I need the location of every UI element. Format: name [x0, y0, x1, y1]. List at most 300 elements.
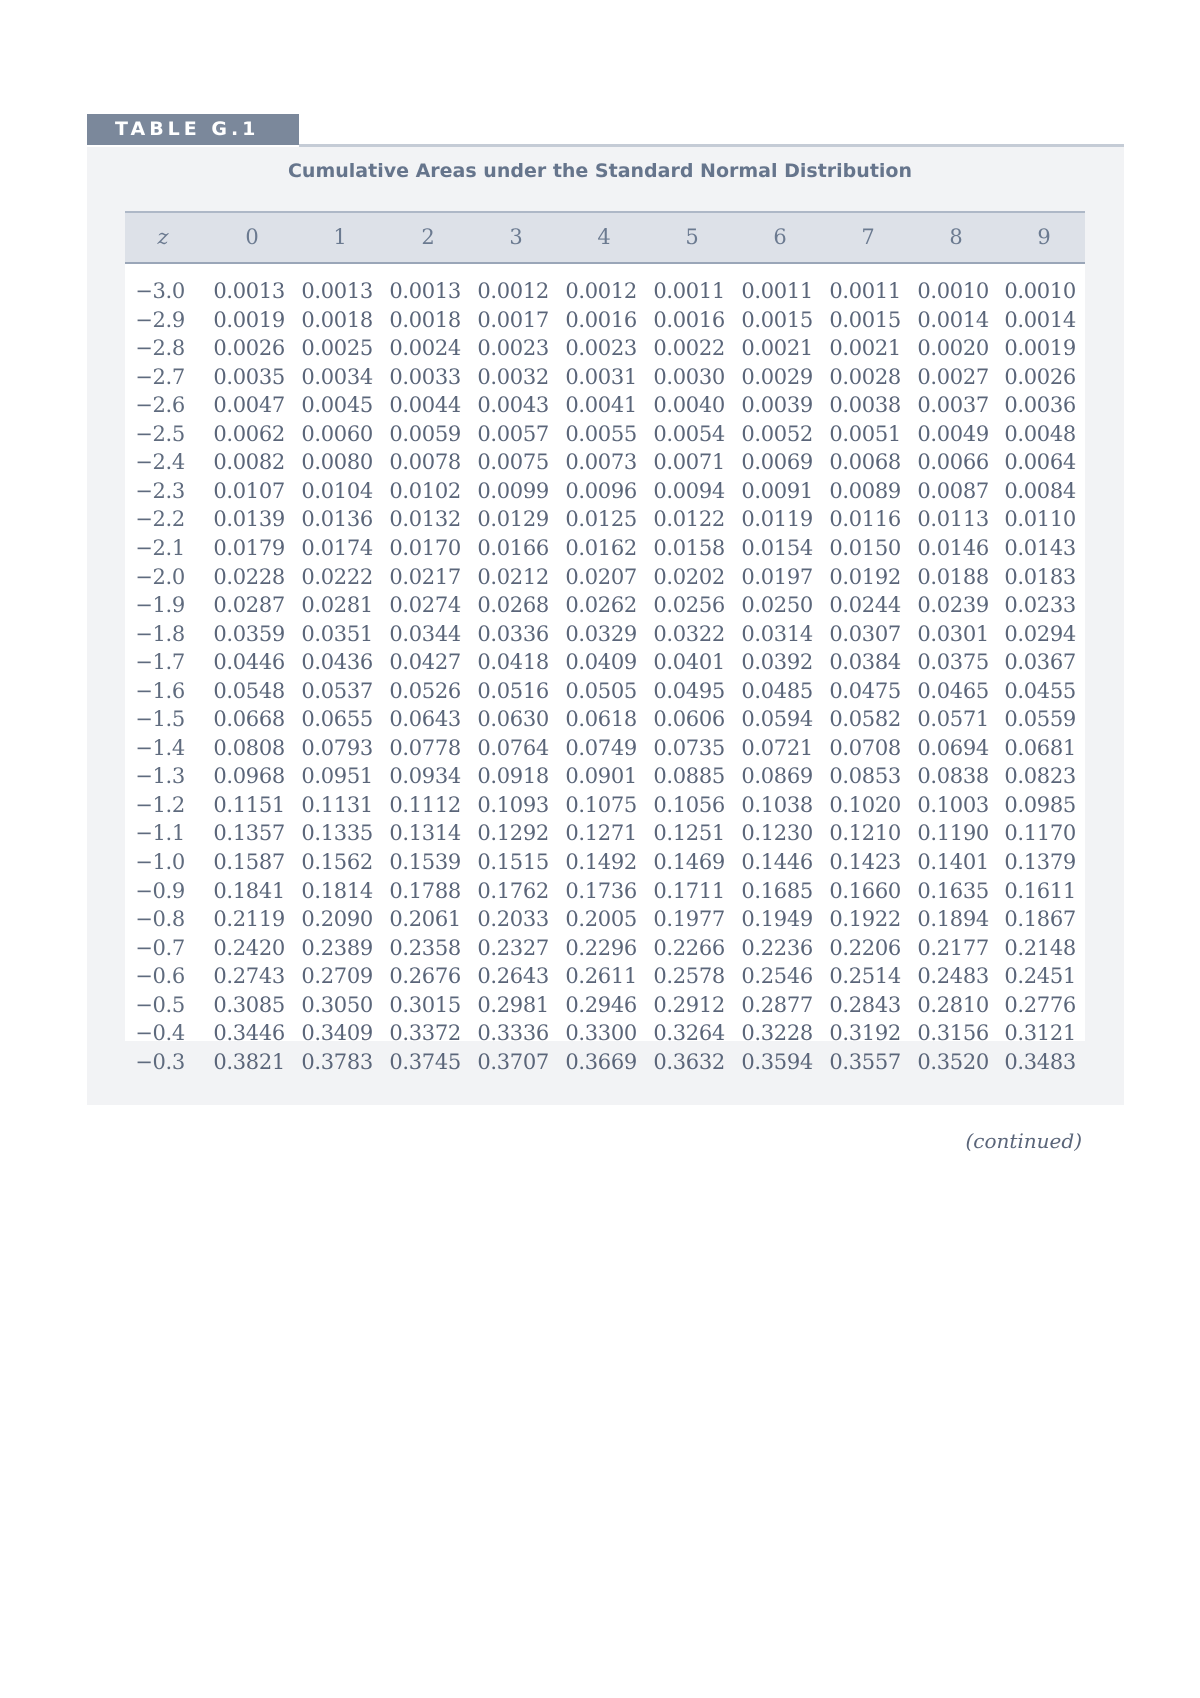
area-cell: 0.2776 [1004, 992, 1076, 1017]
table-row [125, 819, 1085, 847]
area-cell: 0.0968 [213, 764, 285, 789]
table-row [125, 420, 1085, 448]
area-cell: 0.0188 [917, 564, 989, 589]
column-header-0: 0 [245, 225, 259, 249]
area-cell: 0.0314 [741, 621, 813, 646]
table-row [125, 734, 1085, 762]
area-cell: 0.0096 [565, 478, 637, 503]
area-cell: 0.0116 [829, 507, 901, 532]
area-cell: 0.1131 [301, 792, 373, 817]
area-cell: 0.0125 [565, 507, 637, 532]
area-cell: 0.0918 [477, 764, 549, 789]
area-cell: 0.0025 [301, 336, 373, 361]
area-cell: 0.2611 [565, 964, 637, 989]
area-cell: 0.1003 [917, 792, 989, 817]
area-cell: 0.0033 [389, 364, 461, 389]
area-cell: 0.3821 [213, 1049, 285, 1074]
area-cell: 0.1562 [301, 850, 373, 874]
area-cell: 0.2451 [1004, 964, 1076, 989]
area-cell: 0.2546 [741, 964, 813, 989]
area-cell: 0.3446 [213, 1021, 285, 1046]
area-cell: 0.1170 [1004, 821, 1076, 846]
table-row [125, 448, 1085, 476]
area-cell: 0.0091 [741, 478, 813, 503]
column-header-9: 9 [1037, 225, 1051, 249]
area-cell: 0.1335 [301, 821, 373, 846]
column-header-z: z [157, 225, 169, 249]
z-value-cell: −2.4 [135, 450, 185, 475]
area-cell: 0.0721 [741, 735, 813, 760]
area-cell: 0.3669 [565, 1049, 637, 1074]
area-cell: 0.1469 [653, 850, 725, 874]
area-cell: 0.0244 [829, 593, 901, 618]
area-cell: 0.1357 [213, 821, 285, 846]
area-cell: 0.3372 [389, 1021, 461, 1046]
area-cell: 0.3557 [829, 1049, 901, 1074]
area-cell: 0.0446 [213, 650, 285, 675]
area-cell: 0.3015 [389, 992, 461, 1017]
area-cell: 0.0869 [741, 764, 813, 789]
area-cell: 0.2177 [917, 935, 989, 960]
area-cell: 0.2743 [213, 964, 285, 989]
area-cell: 0.0239 [917, 593, 989, 618]
area-cell: 0.0019 [1004, 336, 1076, 361]
area-cell: 0.0179 [213, 535, 285, 560]
table-row [125, 848, 1085, 876]
area-cell: 0.0838 [917, 764, 989, 789]
area-cell: 0.0041 [565, 393, 637, 418]
area-cell: 0.1894 [917, 907, 989, 932]
z-value-cell: −1.7 [135, 650, 185, 675]
area-cell: 0.0011 [653, 279, 725, 303]
area-cell: 0.3264 [653, 1021, 725, 1046]
area-cell: 0.0287 [213, 593, 285, 618]
area-cell: 0.0023 [477, 336, 549, 361]
table-row [125, 791, 1085, 819]
area-cell: 0.0436 [301, 650, 373, 675]
area-cell: 0.0778 [389, 735, 461, 760]
area-cell: 0.1401 [917, 850, 989, 874]
area-cell: 0.0017 [477, 307, 549, 332]
area-cell: 0.0174 [301, 535, 373, 560]
area-cell: 0.0110 [1004, 507, 1076, 532]
area-cell: 0.0066 [917, 450, 989, 475]
z-value-cell: −2.0 [135, 564, 185, 589]
area-cell: 0.0018 [301, 307, 373, 332]
area-cell: 0.1814 [301, 878, 373, 903]
area-cell: 0.1611 [1004, 878, 1076, 903]
area-cell: 0.0162 [565, 535, 637, 560]
area-cell: 0.0170 [389, 535, 461, 560]
column-header-1: 1 [333, 225, 347, 249]
area-cell: 0.3228 [741, 1021, 813, 1046]
area-cell: 0.0073 [565, 450, 637, 475]
z-value-cell: −2.9 [135, 307, 185, 332]
area-cell: 0.1587 [213, 850, 285, 874]
area-cell: 0.0075 [477, 450, 549, 475]
area-cell: 0.0082 [213, 450, 285, 475]
table-label: TABLE G.1 [87, 114, 299, 145]
table-row [125, 1019, 1085, 1047]
area-cell: 0.0146 [917, 535, 989, 560]
area-cell: 0.0708 [829, 735, 901, 760]
area-cell: 0.0401 [653, 650, 725, 675]
area-cell: 0.2005 [565, 907, 637, 932]
area-cell: 0.0016 [653, 307, 725, 332]
table-row [125, 705, 1085, 733]
z-value-cell: −1.1 [135, 821, 185, 846]
z-value-cell: −0.5 [135, 992, 185, 1017]
table-row [125, 934, 1085, 962]
area-cell: 0.3707 [477, 1049, 549, 1074]
area-cell: 0.1075 [565, 792, 637, 817]
area-cell: 0.3085 [213, 992, 285, 1017]
area-cell: 0.0336 [477, 621, 549, 646]
area-cell: 0.0158 [653, 535, 725, 560]
area-cell: 0.2358 [389, 935, 461, 960]
area-cell: 0.0455 [1004, 678, 1076, 703]
area-cell: 0.0064 [1004, 450, 1076, 475]
area-cell: 0.0351 [301, 621, 373, 646]
area-cell: 0.3156 [917, 1021, 989, 1046]
area-cell: 0.0594 [741, 707, 813, 732]
area-cell: 0.0505 [565, 678, 637, 703]
z-value-cell: −0.7 [135, 935, 185, 960]
area-cell: 0.0011 [741, 279, 813, 303]
area-cell: 0.0951 [301, 764, 373, 789]
area-cell: 0.0022 [653, 336, 725, 361]
area-cell: 0.1210 [829, 821, 901, 846]
area-cell: 0.1788 [389, 878, 461, 903]
area-cell: 0.0329 [565, 621, 637, 646]
area-cell: 0.1977 [653, 907, 725, 932]
area-cell: 0.1151 [213, 792, 285, 817]
area-cell: 0.0013 [389, 279, 461, 303]
area-cell: 0.1271 [565, 821, 637, 846]
area-cell: 0.3336 [477, 1021, 549, 1046]
z-value-cell: −2.1 [135, 535, 185, 560]
area-cell: 0.0018 [389, 307, 461, 332]
area-cell: 0.0054 [653, 421, 725, 446]
z-value-cell: −2.6 [135, 393, 185, 418]
area-cell: 0.0274 [389, 593, 461, 618]
area-cell: 0.0606 [653, 707, 725, 732]
area-cell: 0.0307 [829, 621, 901, 646]
area-cell: 0.0044 [389, 393, 461, 418]
area-cell: 0.0113 [917, 507, 989, 532]
area-cell: 0.0080 [301, 450, 373, 475]
area-cell: 0.0087 [917, 478, 989, 503]
column-header-2: 2 [421, 225, 435, 249]
area-cell: 0.0281 [301, 593, 373, 618]
area-cell: 0.0793 [301, 735, 373, 760]
area-cell: 0.1056 [653, 792, 725, 817]
table-row [125, 477, 1085, 505]
area-cell: 0.2090 [301, 907, 373, 932]
area-cell: 0.1492 [565, 850, 637, 874]
area-cell: 0.1685 [741, 878, 813, 903]
table-row [125, 1048, 1085, 1076]
area-cell: 0.0668 [213, 707, 285, 732]
area-cell: 0.0015 [741, 307, 813, 332]
area-cell: 0.0150 [829, 535, 901, 560]
area-cell: 0.0055 [565, 421, 637, 446]
area-cell: 0.0027 [917, 364, 989, 389]
area-cell: 0.0655 [301, 707, 373, 732]
table-row [125, 334, 1085, 362]
table-row [125, 277, 1085, 305]
area-cell: 0.0057 [477, 421, 549, 446]
area-cell: 0.0047 [213, 393, 285, 418]
area-cell: 0.0764 [477, 735, 549, 760]
area-cell: 0.0139 [213, 507, 285, 532]
table-row [125, 991, 1085, 1019]
table-row [125, 620, 1085, 648]
area-cell: 0.0222 [301, 564, 373, 589]
area-cell: 0.0037 [917, 393, 989, 418]
area-cell: 0.0418 [477, 650, 549, 675]
area-cell: 0.2810 [917, 992, 989, 1017]
area-cell: 0.2877 [741, 992, 813, 1017]
area-cell: 0.0021 [829, 336, 901, 361]
area-cell: 0.0537 [301, 678, 373, 703]
table-row [125, 306, 1085, 334]
column-header-4: 4 [597, 225, 611, 249]
area-cell: 0.2420 [213, 935, 285, 960]
area-cell: 0.1379 [1004, 850, 1076, 874]
area-cell: 0.1314 [389, 821, 461, 846]
area-cell: 0.0049 [917, 421, 989, 446]
area-cell: 0.0548 [213, 678, 285, 703]
area-cell: 0.0202 [653, 564, 725, 589]
area-cell: 0.2676 [389, 964, 461, 989]
z-value-cell: −1.4 [135, 735, 185, 760]
area-cell: 0.0359 [213, 621, 285, 646]
table-row [125, 648, 1085, 676]
area-cell: 0.1230 [741, 821, 813, 846]
area-cell: 0.0062 [213, 421, 285, 446]
area-cell: 0.2946 [565, 992, 637, 1017]
area-cell: 0.0045 [301, 393, 373, 418]
area-cell: 0.0262 [565, 593, 637, 618]
area-cell: 0.0016 [565, 307, 637, 332]
area-cell: 0.0344 [389, 621, 461, 646]
area-cell: 0.0409 [565, 650, 637, 675]
area-cell: 0.0012 [477, 279, 549, 303]
area-cell: 0.0485 [741, 678, 813, 703]
area-cell: 0.0465 [917, 678, 989, 703]
area-cell: 0.0901 [565, 764, 637, 789]
area-cell: 0.0427 [389, 650, 461, 675]
area-cell: 0.1112 [389, 792, 461, 817]
area-cell: 0.0069 [741, 450, 813, 475]
area-cell: 0.0014 [917, 307, 989, 332]
area-cell: 0.0122 [653, 507, 725, 532]
area-cell: 0.0015 [829, 307, 901, 332]
table-row [125, 391, 1085, 419]
area-cell: 0.1635 [917, 878, 989, 903]
area-cell: 0.0985 [1004, 792, 1076, 817]
area-cell: 0.0367 [1004, 650, 1076, 675]
area-cell: 0.3483 [1004, 1049, 1076, 1074]
area-cell: 0.2206 [829, 935, 901, 960]
table-row [125, 677, 1085, 705]
area-cell: 0.0934 [389, 764, 461, 789]
area-cell: 0.0853 [829, 764, 901, 789]
area-cell: 0.0012 [565, 279, 637, 303]
area-cell: 0.1922 [829, 907, 901, 932]
area-cell: 0.2843 [829, 992, 901, 1017]
area-cell: 0.3300 [565, 1021, 637, 1046]
area-cell: 0.0028 [829, 364, 901, 389]
area-cell: 0.0031 [565, 364, 637, 389]
area-cell: 0.0023 [565, 336, 637, 361]
table-row [125, 363, 1085, 391]
area-cell: 0.0034 [301, 364, 373, 389]
z-value-cell: −1.3 [135, 764, 185, 789]
area-cell: 0.0322 [653, 621, 725, 646]
area-cell: 0.0268 [477, 593, 549, 618]
area-cell: 0.0024 [389, 336, 461, 361]
area-cell: 0.1949 [741, 907, 813, 932]
area-cell: 0.2148 [1004, 935, 1076, 960]
area-cell: 0.0010 [1004, 279, 1076, 303]
area-cell: 0.0571 [917, 707, 989, 732]
area-cell: 0.3520 [917, 1049, 989, 1074]
area-cell: 0.0020 [917, 336, 989, 361]
area-cell: 0.0207 [565, 564, 637, 589]
area-cell: 0.3409 [301, 1021, 373, 1046]
z-value-cell: −1.6 [135, 678, 185, 703]
area-cell: 0.2981 [477, 992, 549, 1017]
area-cell: 0.0051 [829, 421, 901, 446]
area-cell: 0.3594 [741, 1049, 813, 1074]
area-cell: 0.0681 [1004, 735, 1076, 760]
area-cell: 0.1660 [829, 878, 901, 903]
area-cell: 0.0014 [1004, 307, 1076, 332]
table-row [125, 762, 1085, 790]
area-cell: 0.0068 [829, 450, 901, 475]
area-cell: 0.0192 [829, 564, 901, 589]
area-cell: 0.0301 [917, 621, 989, 646]
area-cell: 0.0019 [213, 307, 285, 332]
area-cell: 0.3050 [301, 992, 373, 1017]
area-cell: 0.1539 [389, 850, 461, 874]
table-header-row [125, 211, 1085, 264]
header-rule [299, 144, 1124, 147]
table-row [125, 505, 1085, 533]
area-cell: 0.0030 [653, 364, 725, 389]
area-cell: 0.0013 [213, 279, 285, 303]
area-cell: 0.0040 [653, 393, 725, 418]
area-cell: 0.0048 [1004, 421, 1076, 446]
area-cell: 0.0032 [477, 364, 549, 389]
area-cell: 0.0212 [477, 564, 549, 589]
area-cell: 0.0089 [829, 478, 901, 503]
area-cell: 0.0071 [653, 450, 725, 475]
area-cell: 0.1841 [213, 878, 285, 903]
column-header-3: 3 [509, 225, 523, 249]
z-value-cell: −1.0 [135, 850, 185, 874]
area-cell: 0.2709 [301, 964, 373, 989]
area-cell: 0.2912 [653, 992, 725, 1017]
area-cell: 0.0129 [477, 507, 549, 532]
z-value-cell: −0.4 [135, 1021, 185, 1046]
area-cell: 0.0029 [741, 364, 813, 389]
area-cell: 0.0516 [477, 678, 549, 703]
area-cell: 0.1867 [1004, 907, 1076, 932]
area-cell: 0.2061 [389, 907, 461, 932]
area-cell: 0.1190 [917, 821, 989, 846]
area-cell: 0.1515 [477, 850, 549, 874]
area-cell: 0.0808 [213, 735, 285, 760]
area-cell: 0.1736 [565, 878, 637, 903]
area-cell: 0.0011 [829, 279, 901, 303]
z-value-cell: −0.8 [135, 907, 185, 932]
area-cell: 0.2389 [301, 935, 373, 960]
z-value-cell: −0.6 [135, 964, 185, 989]
area-cell: 0.0256 [653, 593, 725, 618]
area-cell: 0.0036 [1004, 393, 1076, 418]
area-cell: 0.0749 [565, 735, 637, 760]
area-cell: 0.1251 [653, 821, 725, 846]
area-cell: 0.0035 [213, 364, 285, 389]
area-cell: 0.0823 [1004, 764, 1076, 789]
column-header-7: 7 [861, 225, 875, 249]
area-cell: 0.0136 [301, 507, 373, 532]
area-cell: 0.0084 [1004, 478, 1076, 503]
area-cell: 0.0143 [1004, 535, 1076, 560]
table-row [125, 877, 1085, 905]
z-value-cell: −1.2 [135, 792, 185, 817]
z-value-cell: −1.8 [135, 621, 185, 646]
table-row [125, 962, 1085, 990]
area-cell: 0.1446 [741, 850, 813, 874]
area-cell: 0.0197 [741, 564, 813, 589]
z-value-cell: −1.5 [135, 707, 185, 732]
column-header-5: 5 [685, 225, 699, 249]
area-cell: 0.0384 [829, 650, 901, 675]
area-cell: 0.3632 [653, 1049, 725, 1074]
area-cell: 0.0052 [741, 421, 813, 446]
area-cell: 0.0078 [389, 450, 461, 475]
z-value-cell: −1.9 [135, 593, 185, 618]
area-cell: 0.1292 [477, 821, 549, 846]
area-cell: 0.2236 [741, 935, 813, 960]
area-cell: 0.0102 [389, 478, 461, 503]
area-cell: 0.3121 [1004, 1021, 1076, 1046]
area-cell: 0.1423 [829, 850, 901, 874]
area-cell: 0.2033 [477, 907, 549, 932]
z-value-cell: −0.9 [135, 878, 185, 903]
area-cell: 0.0392 [741, 650, 813, 675]
z-value-cell: −2.2 [135, 507, 185, 532]
area-cell: 0.0099 [477, 478, 549, 503]
area-cell: 0.0475 [829, 678, 901, 703]
area-cell: 0.0643 [389, 707, 461, 732]
area-cell: 0.0228 [213, 564, 285, 589]
area-cell: 0.2119 [213, 907, 285, 932]
area-cell: 0.0495 [653, 678, 725, 703]
z-value-cell: −2.7 [135, 364, 185, 389]
area-cell: 0.1038 [741, 792, 813, 817]
area-cell: 0.0107 [213, 478, 285, 503]
column-header-8: 8 [949, 225, 963, 249]
area-cell: 0.3192 [829, 1021, 901, 1046]
area-cell: 0.0039 [741, 393, 813, 418]
area-cell: 0.0026 [1004, 364, 1076, 389]
area-cell: 0.0694 [917, 735, 989, 760]
